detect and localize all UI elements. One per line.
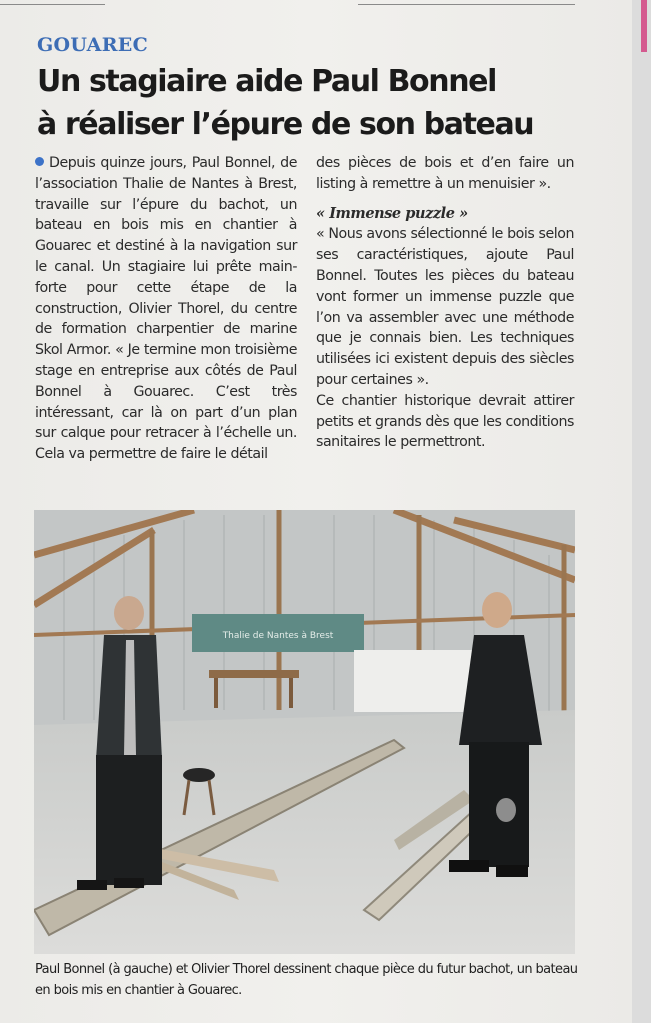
right-paragraph-1: des pièces de bois et d’en faire un listing à remettre à un menuisier ». <box>316 155 574 192</box>
left-column <box>35 153 297 465</box>
headline-line-2: à réaliser l’épure de son bateau <box>37 107 534 142</box>
workshop-photo-illustration <box>34 510 575 954</box>
left-paragraph <box>35 153 297 465</box>
right-paragraph-3: Ce chantier historique devrait attirer petits et grands dès que les conditions sanitaires le permettront. <box>316 392 574 451</box>
right-column <box>316 153 574 453</box>
scan-edge <box>632 0 651 1023</box>
section-label: GOUAREC <box>37 34 148 56</box>
subheading: « Immense puzzle » <box>316 204 468 222</box>
headline-line-1: Un stagiaire aide Paul Bonnel <box>37 64 496 99</box>
photo-caption: Paul Bonnel (à gauche) et Olivier Thorel dessinent chaque pièce du futur bachot, un bateau en bois mis en chantier à Gouarec. <box>35 962 578 998</box>
top-rule-left <box>0 4 105 5</box>
top-rule-right <box>358 4 575 5</box>
article-photo <box>34 510 575 954</box>
left-paragraph-text: Depuis quinze jours, Paul Bonnel, de l’association Thalie de Nantes à Brest, travaille sur l’épure du bachot, un bateau en bois mis en chantier à Gouarec et destiné à la navigation sur le canal. Un stagiaire lui prête main-forte pour cette étape de la construction, Olivier Thorel, du centre de formation charpentier de marine Skol Armor. « Je termine mon troisième stage en entreprise aux côtés de Paul Bonnel à Gouarec. C’est très intéressant, car là on part d’un plan sur calque pour retracer à l’échelle un. Cela va permettre de faire le détail <box>35 155 297 463</box>
bullet-icon <box>35 157 44 166</box>
headline <box>37 60 597 146</box>
edge-color-mark <box>641 0 647 52</box>
right-paragraph-2: « Nous avons sélectionné le bois selon ses caractéristiques, ajoute Paul Bonnel. Toutes les pièces du bateau vont former un immense puzzle que l’on va assembler avec une méthode que je connais bien. Les techniques utilisées ici existent depuis des siècles pour certaines ». <box>316 226 574 388</box>
banner-text: Thalie de Nantes à Brest <box>222 631 334 641</box>
